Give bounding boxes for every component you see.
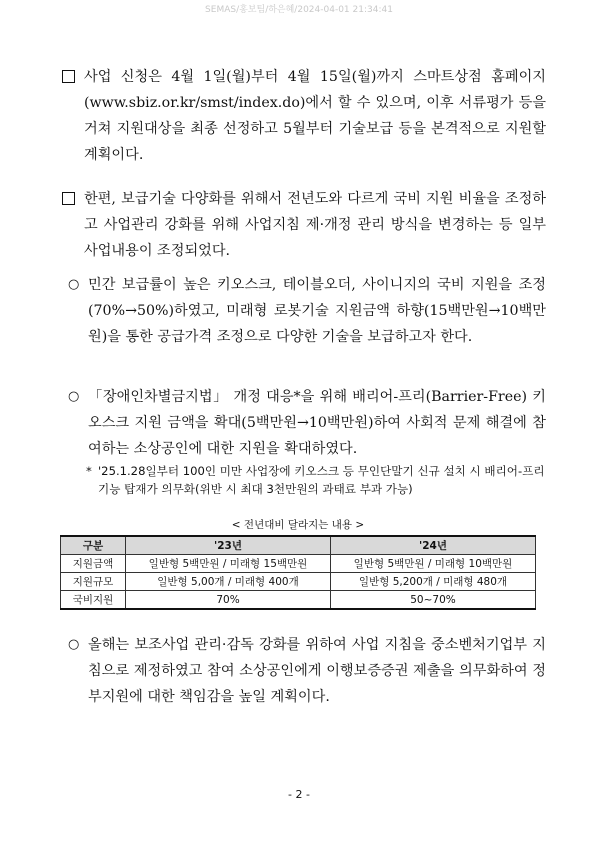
square-bullet-icon xyxy=(62,192,75,205)
bullet-management xyxy=(66,632,546,710)
bullet-barrier-free xyxy=(66,384,546,462)
bullet-management-text: 올해는 보조사업 관리·감독 강화를 위하여 사업 지침을 중소벤처기업부 지침으로 제정하였고 참여 소상공인에게 이행보증증권 제출을 의무화하여 정부지원에 대한 책임감을 높일 계획이다. xyxy=(88,637,546,705)
paragraph-application xyxy=(62,64,546,168)
table-header-2024: '24년 xyxy=(331,536,536,555)
circle-bullet-icon: ○ xyxy=(68,277,80,292)
table-caption: < 전년대비 달라지는 내용 > xyxy=(231,519,365,531)
bullet-barrier-free-text: 「장애인차별금지법」 개정 대응*을 위해 배리어-프리(Barrier-Free) 키오스크 지원 금액을 확대(5백만원→10백만원)하여 사회적 문제 해결에 참여하는 소상공인에 대한 지원을 확대하였다. xyxy=(88,389,546,457)
table-cell: 일반형 5백만원 / 미래형 15백만원 xyxy=(126,555,331,573)
page-number: - 2 - xyxy=(288,788,310,801)
bullet-subsidy xyxy=(66,272,546,350)
paragraph-application-text: 사업 신청은 4월 1일(월)부터 4월 15일(월)까지 스마트상점 홈페이지(www.sbiz.or.kr/smst/index.do)에서 할 수 있으며, 이후 서류평가 등을 거쳐 지원대상을 최종 선정하고 5월부터 기술보급 등을 본격적으로 지원할 계획이다. xyxy=(84,69,546,163)
table-header-category: 구분 xyxy=(61,536,126,555)
table-cell: 일반형 5,00개 / 미래형 400개 xyxy=(126,573,331,591)
table-cell: 지원금액 xyxy=(61,555,126,573)
paragraph-changes xyxy=(62,186,546,264)
table-row xyxy=(61,573,536,591)
footnote-text: '25.1.28일부터 100인 미만 사업장에 키오스크 등 무인단말기 신규 설치 시 배리어-프리 기능 탑재가 의무화(위반 시 최대 3천만원의 과태료 부과 가능) xyxy=(98,464,545,496)
watermark: SEMAS/홍보팀/하은혜/2024-04-01 21:34:41 xyxy=(205,5,393,15)
table-cell: 지원규모 xyxy=(61,573,126,591)
circle-bullet-icon: ○ xyxy=(68,637,80,652)
table-cell: 70% xyxy=(126,591,331,610)
circle-bullet-icon: ○ xyxy=(68,389,80,404)
square-bullet-icon xyxy=(62,70,75,83)
table-row xyxy=(61,555,536,573)
footnote-marker: * xyxy=(86,464,92,478)
table-cell: 일반형 5,200개 / 미래형 480개 xyxy=(331,573,536,591)
table-cell: 일반형 5백만원 / 미래형 10백만원 xyxy=(331,555,536,573)
bullet-subsidy-text: 민간 보급률이 높은 키오스크, 테이블오더, 사이니지의 국비 지원을 조정(70%→50%)하였고, 미래형 로봇기술 지원금액 하향(15백만원→10백만원)을 통한 공급가격 조정으로 다양한 기술을 보급하고자 한다. xyxy=(88,277,546,345)
paragraph-changes-text: 한편, 보급기술 다양화를 위해서 전년도와 다르게 국비 지원 비율을 조정하고 사업관리 강화를 위해 사업지침 제·개정 관리 방식을 변경하는 등 일부 사업내용이 조정되었다. xyxy=(84,191,546,259)
table-cell: 50~70% xyxy=(331,591,536,610)
table-cell: 국비지원 xyxy=(61,591,126,610)
comparison-table xyxy=(60,535,536,610)
table-header-row xyxy=(61,536,536,555)
table-header-2023: '23년 xyxy=(126,536,331,555)
table-row xyxy=(61,591,536,610)
footnote xyxy=(86,462,546,498)
